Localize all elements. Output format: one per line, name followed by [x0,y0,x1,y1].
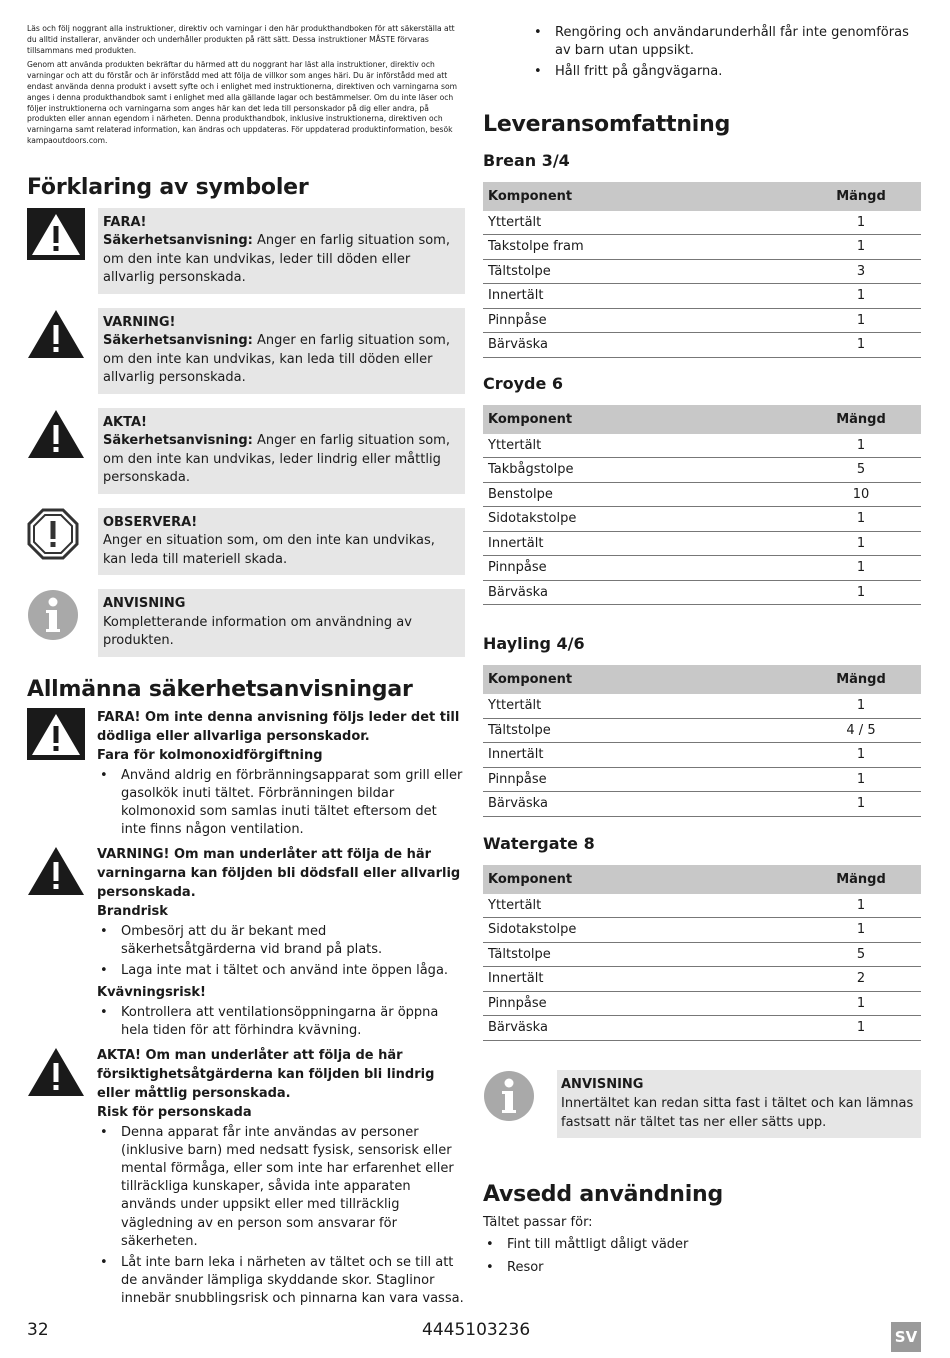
table-row [483,743,921,768]
table-row [483,894,921,918]
symbol-anvisning-title: ANVISNING [103,596,186,612]
component-cell: Yttertält [483,211,801,235]
component-cell: Bärväska [483,333,801,358]
quantity-cell: 1 [801,694,921,718]
component-cell: Pinnpåse [483,308,801,333]
model-name: Hayling 4/6 [483,634,585,654]
list-item: • Laga inte mat i tältet och använd inte öppen låga. [97,962,465,980]
symbol-varning-box [98,308,465,394]
component-cell: Bärväska [483,580,801,605]
parts-table-croyde [483,405,921,606]
safety-varning-list2 [97,1004,465,1040]
octagon-exclamation-icon [27,508,87,564]
model-name: Brean 3/4 [483,150,570,170]
quantity-cell: 1 [801,308,921,333]
component-cell: Tältstolpe [483,942,801,967]
symbol-fara [27,208,465,294]
quantity-cell: 1 [801,743,921,768]
quantity-cell: 1 [801,792,921,817]
table-row [483,918,921,943]
safety-akta-sub: Risk för personskada [97,1104,252,1120]
component-cell: Pinnpåse [483,556,801,581]
model-name: Croyde 6 [483,373,564,393]
warning-triangle-icon [27,408,87,464]
safety-fara [27,708,465,843]
list-item: • Denna apparat får inte användas av personer (inklusive barn) med nedsatt fysisk, sensorisk eller mental förmåga, eller som inte har erfarenhet eller tillräckliga kunskaper, såvida inte apparaten används under uppsikt eller med tillräcklig vägledning av en person som ansvarar för säkerheten. [97,1124,465,1251]
component-cell: Innertält [483,284,801,309]
quantity-cell: 1 [801,767,921,792]
symbol-anvisning [27,589,465,657]
symbol-observera-title: OBSERVERA! [103,514,198,530]
component-cell: Yttertält [483,894,801,918]
component-cell: Sidotakstolpe [483,918,801,943]
quantity-cell: 3 [801,259,921,284]
col-qty: Mängd [801,665,921,694]
warning-triangle-icon [27,1046,87,1102]
col-component: Komponent [483,865,801,894]
component-cell: Innertält [483,967,801,992]
table-row [483,767,921,792]
usage-lead: Tältet passar för: [483,1214,593,1230]
safety-varning [27,845,465,1044]
table-row [483,694,921,718]
component-cell: Innertält [483,531,801,556]
table-row [483,580,921,605]
symbol-varning [27,308,465,394]
symbol-akta-box [98,408,465,494]
safety-varning-sub2: Kvävningsrisk! [97,985,206,1001]
col-qty: Mängd [801,865,921,894]
usage-heading: Avsedd användning [483,1181,724,1207]
parts-table-watergate [483,865,921,1041]
warning-triangle-boxed-icon [27,708,87,764]
intro-paragraph-2: Genom att använda produkten bekräftar du härmed att du noggrant har läst alla instruktioner, direktiv och varningar och att du förstår och är införstådd med att följa de villkor som anges häri. Du är införstådd med att endast använda denna produkt i avsett syfte och i enlighet med instruktionerna, direktiven och varningarna som anges i denna produkthandbok samt i enlighet med alla gällande lagar och bestämmelser. Om du inte läser och följer instruktionerna och varningarna som anges här kan det leda till personskador på dig eller andra, på produkten eller annan egendom i närheten. Denna produkthandbok, inklusive instruktionerna, direktiven och varningarna samt relaterad information, kan ändras och uppdateras. För uppdaterad produktinformation, besök kampaoutdoors.com. [27,60,458,145]
list-item: • Använd aldrig en förbränningsapparat som grill eller gasolkök inuti tältet. Förbränningen bildar kolmonoxid som samlas inuti tältet eftersom det inte finns någon ventilation. [97,767,465,840]
model-name: Watergate 8 [483,833,595,853]
safety-continued-list [531,24,921,82]
table-row [483,284,921,309]
component-cell: Takstolpe fram [483,235,801,260]
component-cell: Pinnpåse [483,991,801,1016]
symbol-observera-text: Anger en situation som, om den inte kan undvikas, kan leda till materiell skada. [103,533,435,567]
table-row [483,942,921,967]
document-code: 4445103236 [422,1320,531,1340]
col-component: Komponent [483,182,801,211]
table-row [483,482,921,507]
quantity-cell: 5 [801,458,921,483]
symbol-fara-bold: Säkerhetsanvisning: [103,233,253,249]
safety-varning-head: VARNING! Om man underlåter att följa de här varningarna kan följden bli dödsfall eller allvarlig personskada. [97,846,461,900]
warning-triangle-icon [27,308,87,364]
delivery-note [483,1070,921,1138]
list-item: • Håll fritt på gångvägarna. [531,63,921,81]
list-item: • Ombesörj att du är bekant med säkerhetsåtgärderna vid brand på plats. [97,923,465,959]
delivery-heading: Leveransomfattning [483,111,731,137]
quantity-cell: 1 [801,333,921,358]
component-cell: Bärväska [483,1016,801,1041]
list-item: • Låt inte barn leka i närheten av tältet och se till att de använder lämpliga skyddande skor. Staglinor innebär snubblingsrisk och pinnarna kan vara vassa. [97,1254,465,1309]
quantity-cell: 1 [801,235,921,260]
table-row [483,718,921,743]
safety-akta [27,1046,465,1312]
safety-fara-text [97,708,465,843]
component-cell: Benstolpe [483,482,801,507]
symbol-varning-bold: Säkerhetsanvisning: [103,333,253,349]
language-badge: SV [891,1322,921,1352]
symbol-fara-text: Anger en farlig situation som, om den inte kan undvikas, leder till döden eller allvarlig personskada. [103,233,450,286]
symbol-observera [27,508,465,576]
info-circle-icon [483,1070,543,1126]
list-item: • Fint till måttligt dåligt väder [483,1236,921,1254]
symbol-akta [27,408,465,494]
note-box [557,1070,921,1138]
col-qty: Mängd [801,182,921,211]
col-qty: Mängd [801,405,921,434]
quantity-cell: 1 [801,434,921,458]
safety-fara-head: FARA! Om inte denna anvisning följs leder det till dödliga eller allvarliga personskador. [97,709,460,744]
table-row [483,434,921,458]
list-item: • Rengöring och användarunderhåll får inte genomföras av barn utan uppsikt. [531,24,921,60]
safety-varning-list1 [97,923,465,981]
symbol-akta-title: AKTA! [103,414,147,430]
quantity-cell: 2 [801,967,921,992]
info-circle-icon [27,589,87,645]
table-row [483,531,921,556]
table-row [483,1016,921,1041]
symbol-observera-box [98,508,465,576]
warning-triangle-icon [27,845,87,901]
intro-text [27,24,465,147]
component-cell: Takbågstolpe [483,458,801,483]
table-row [483,458,921,483]
list-item: • Kontrollera att ventilationsöppningarna är öppna hela tiden för att förhindra kvävning. [97,1004,465,1040]
table-row [483,792,921,817]
safety-varning-text [97,845,465,1044]
parts-table-hayling [483,665,921,817]
table-row [483,507,921,532]
parts-table-brean [483,182,921,358]
quantity-cell: 5 [801,942,921,967]
quantity-cell: 1 [801,991,921,1016]
right-column [483,22,921,1280]
symbol-anvisning-box [98,589,465,657]
table-row [483,235,921,260]
note-title: ANVISNING [561,1076,644,1092]
safety-varning-sub1: Brandrisk [97,903,168,919]
table-row [483,333,921,358]
safety-akta-list [97,1124,465,1309]
safety-fara-sub: Fara för kolmonoxidförgiftning [97,747,323,763]
quantity-cell: 4 / 5 [801,718,921,743]
table-row [483,259,921,284]
quantity-cell: 1 [801,284,921,309]
safety-heading: Allmänna säkerhetsanvisningar [27,676,413,702]
table-row [483,211,921,235]
col-component: Komponent [483,405,801,434]
component-cell: Tältstolpe [483,259,801,284]
component-cell: Sidotakstolpe [483,507,801,532]
page-number: 32 [27,1320,49,1340]
table-row [483,991,921,1016]
quantity-cell: 10 [801,482,921,507]
quantity-cell: 1 [801,556,921,581]
symbol-fara-box [98,208,465,294]
quantity-cell: 1 [801,531,921,556]
symbol-fara-title: FARA! [103,214,147,230]
table-row [483,308,921,333]
symbol-varning-text: Anger en farlig situation som, om den inte kan undvikas, kan leda till döden eller allvarlig personskada. [103,333,450,386]
note-text: Innertältet kan redan sitta fast i tältet och kan lämnas fastsatt när tältet tas ner eller sätts upp. [561,1095,914,1130]
symbol-varning-title: VARNING! [103,314,176,330]
table-row [483,556,921,581]
symbol-akta-text: Anger en farlig situation som, om den inte kan undvikas, leder lindrig eller måttlig personskada. [103,433,450,486]
quantity-cell: 1 [801,1016,921,1041]
component-cell: Tältstolpe [483,718,801,743]
intro-paragraph-1: Läs och följ noggrant alla instruktioner, direktiv och varningar i den här produkthandboken för att säkerställa att du alltid installerar, använder och underhåller produkten på rätt sätt. Dessa instruktioner MÅSTE förvaras tillsammans med produkten. [27,24,455,55]
component-cell: Bärväska [483,792,801,817]
component-cell: Yttertält [483,694,801,718]
table-row [483,967,921,992]
quantity-cell: 1 [801,507,921,532]
list-item: • Resor [483,1259,921,1277]
safety-akta-head: AKTA! Om man underlåter att följa de här försiktighetsåtgärderna kan följden bli lindrig eller måttlig personskada. [97,1047,435,1101]
col-component: Komponent [483,665,801,694]
warning-triangle-boxed-icon [27,208,87,264]
quantity-cell: 1 [801,894,921,918]
symbol-anvisning-text: Kompletterande information om användning av produkten. [103,614,412,649]
left-column [27,24,465,1312]
symbol-akta-bold: Säkerhetsanvisning: [103,433,253,449]
quantity-cell: 1 [801,918,921,943]
usage-list [483,1236,921,1277]
safety-fara-list [97,767,465,840]
symbols-heading: Förklaring av symboler [27,174,309,200]
quantity-cell: 1 [801,211,921,235]
component-cell: Innertält [483,743,801,768]
component-cell: Yttertält [483,434,801,458]
component-cell: Pinnpåse [483,767,801,792]
quantity-cell: 1 [801,580,921,605]
safety-akta-text [97,1046,465,1312]
